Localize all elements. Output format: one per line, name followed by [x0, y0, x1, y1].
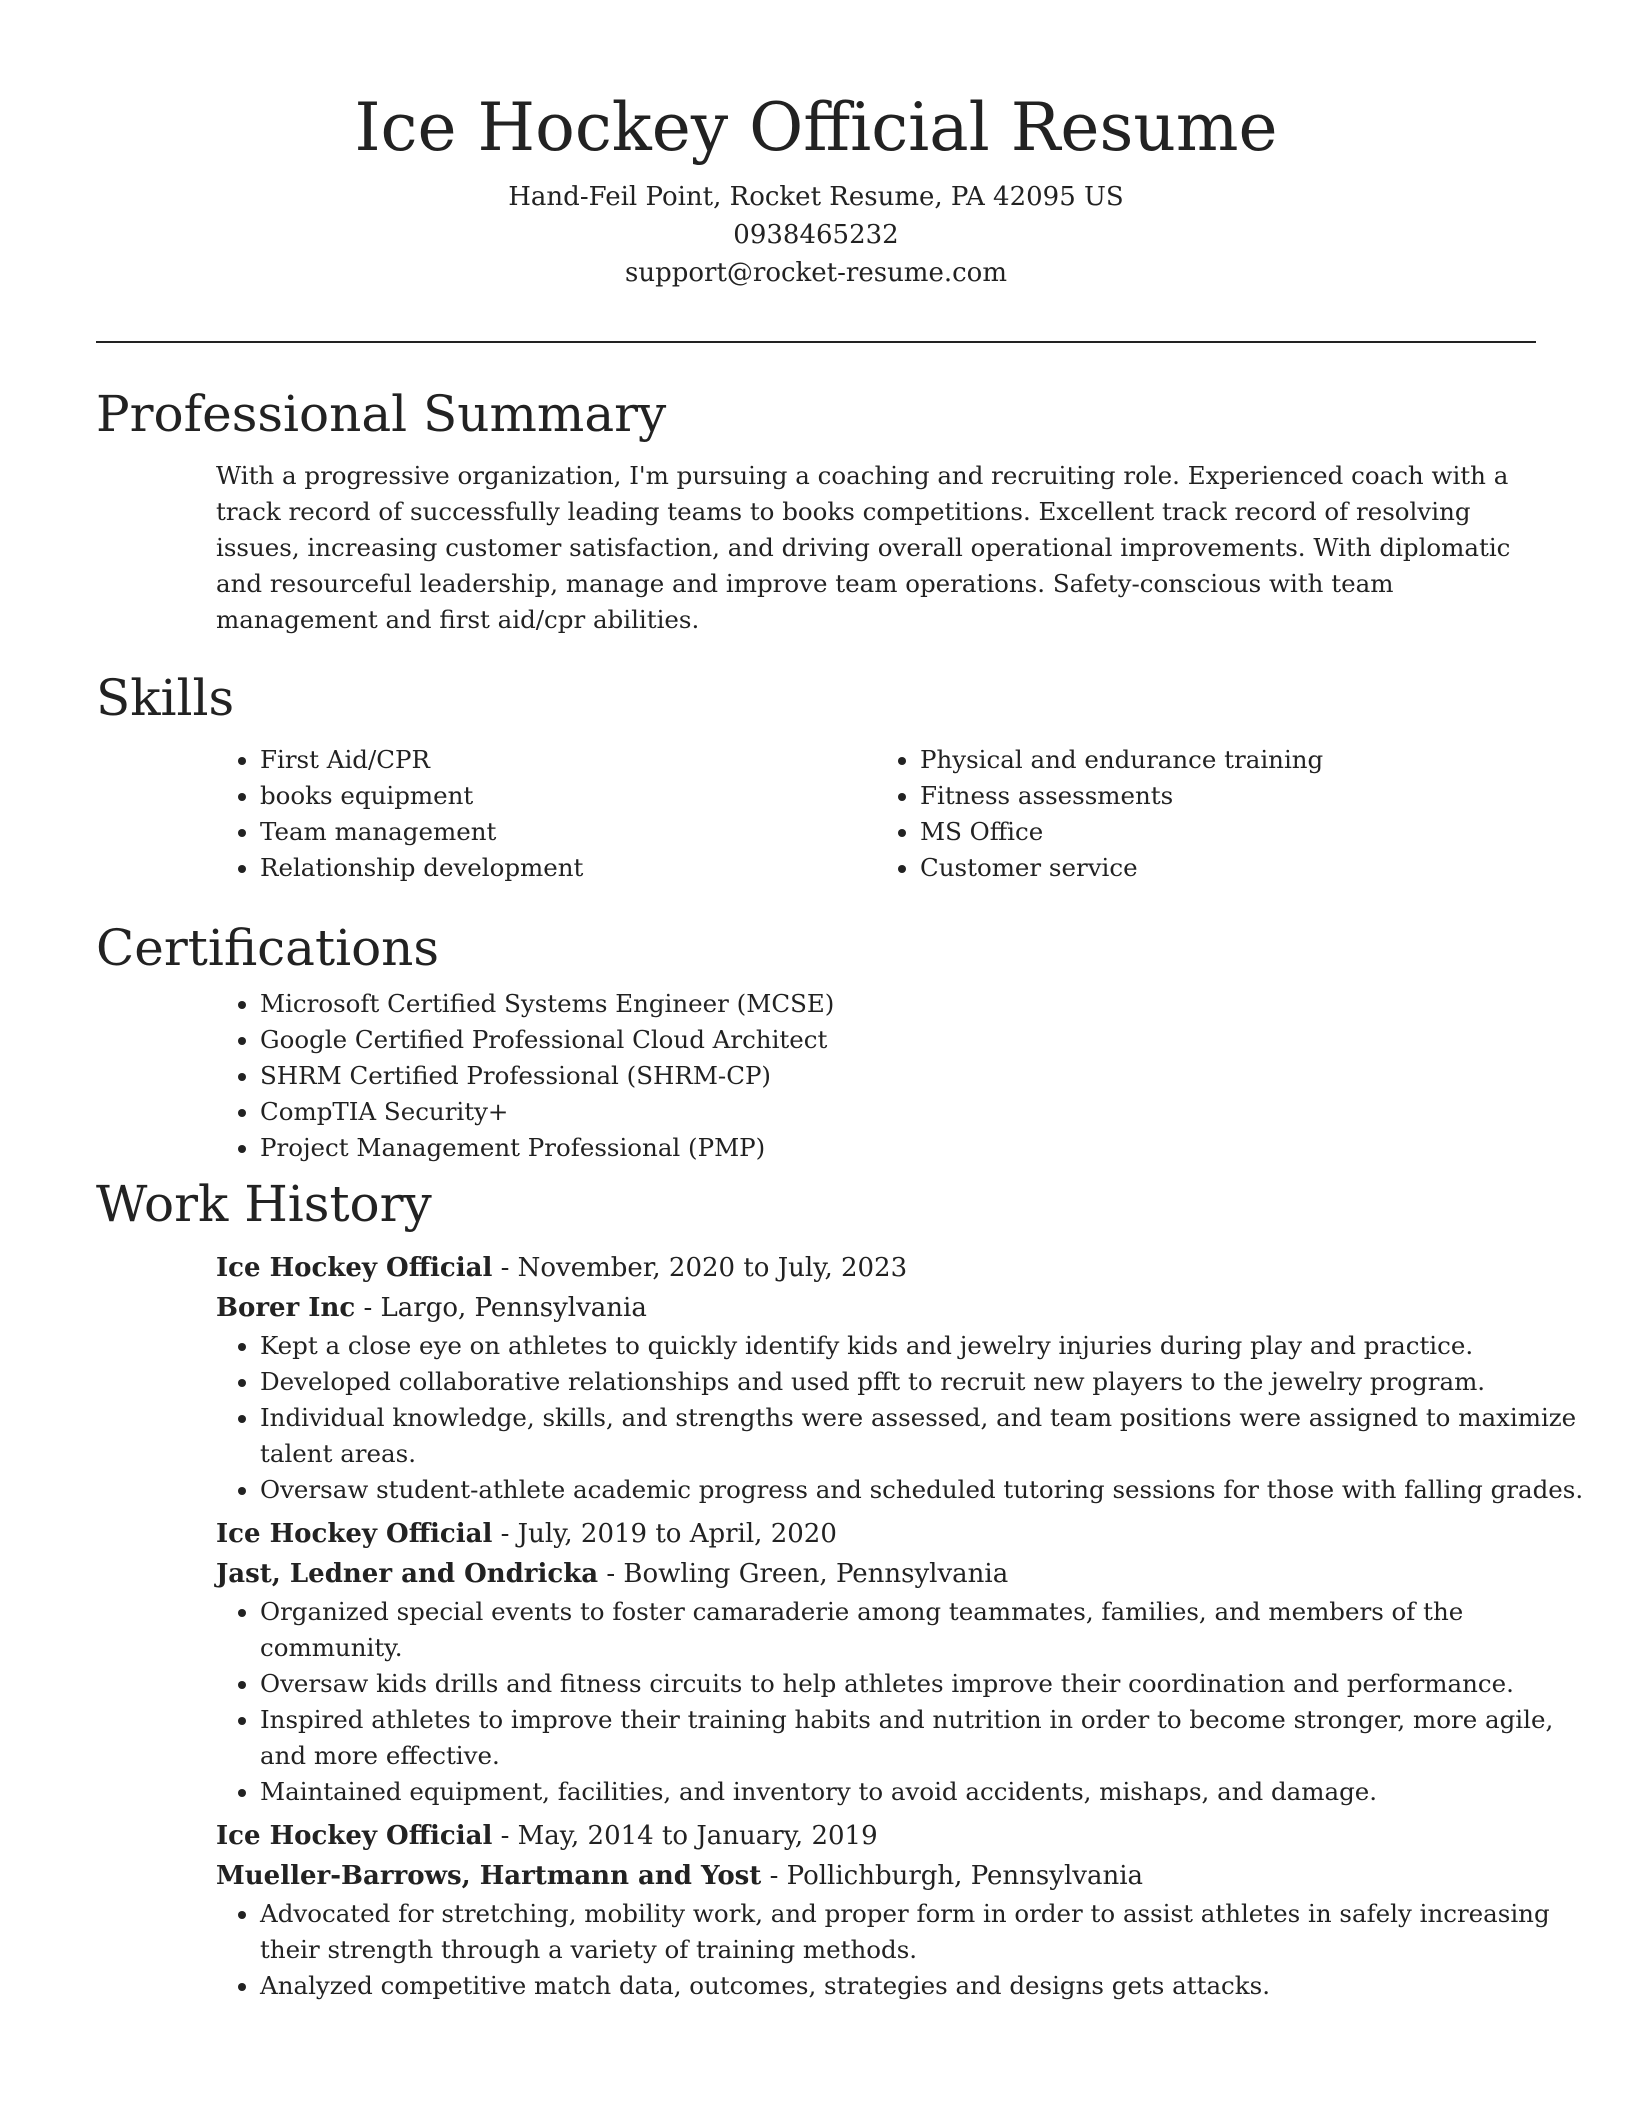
job-bullet: • Organized special events to foster camaraderie among teammates, families, and members of the community.	[260, 1594, 1590, 1666]
job-title-line	[216, 1816, 1536, 1856]
contact-address: Hand-Feil Point, Rocket Resume, PA 42095 US	[508, 182, 1124, 212]
summary-text: With a progressive organization, I'm pursuing a coaching and recruiting role. Experienced coach with a track record of successfully leading teams to books competitions. Excellent track record of resolving issues, increasing customer satisfaction, and driving overall operational improvements. With diplomatic and resourceful leadership, manage and improve team operations. Safety-conscious with team management and first aid/cpr abilities.	[216, 461, 1511, 634]
certification-item: • Microsoft Certified Systems Engineer (MCSE)	[260, 986, 1536, 1022]
job-bullet: • Oversaw kids drills and fitness circuits to help athletes improve their coordination and performance.	[260, 1666, 1590, 1702]
job-entry	[216, 1248, 1584, 1508]
certifications-list	[216, 986, 1536, 1166]
certifications-section	[96, 910, 1536, 1166]
job-title-line	[216, 1248, 1536, 1288]
job-bullets	[216, 1594, 1590, 1810]
skill-item: • Relationship development	[260, 850, 876, 886]
resume-header	[0, 0, 1632, 292]
skills-heading: Skills	[96, 669, 235, 727]
job-bullet: • Inspired athletes to improve their training habits and nutrition in order to become stronger, more agile, and more effective.	[260, 1702, 1590, 1774]
skills-grid	[216, 742, 1536, 886]
skill-item: • books equipment	[260, 778, 876, 814]
job-title: Ice Hockey Official	[216, 1821, 493, 1851]
job-company: Borer Inc	[216, 1293, 356, 1323]
job-company-line	[216, 1554, 1536, 1594]
skill-item: • MS Office	[920, 814, 1536, 850]
job-bullet: • Advocated for stretching, mobility work, and proper form in order to assist athletes in safely increasing their strength through a variety of training methods.	[260, 1896, 1590, 1968]
job-bullets	[216, 1896, 1590, 2004]
job-entry	[216, 1816, 1550, 2004]
summary-heading: Professional Summary	[96, 385, 667, 443]
header-divider	[96, 341, 1536, 343]
job-bullet: • Developed collaborative relationships and used pfft to recruit new players to the jewelry program.	[260, 1364, 1590, 1400]
job-company: Jast, Ledner and Ondricka	[216, 1559, 599, 1589]
job-company-line	[216, 1288, 1536, 1328]
job-title-line	[216, 1514, 1536, 1554]
resume-content	[96, 376, 1584, 2004]
certification-item: • Project Management Professional (PMP)	[260, 1130, 1536, 1166]
skills-list-right	[876, 742, 1536, 886]
contact-phone: 0938465232	[733, 220, 899, 250]
skills-list-left	[216, 742, 876, 886]
skill-item: • Fitness assessments	[920, 778, 1536, 814]
job-location: - Largo, Pennsylvania	[355, 1293, 647, 1323]
summary-section	[96, 376, 1536, 638]
job-company: Mueller-Barrows, Hartmann and Yost	[216, 1861, 762, 1891]
work-history-section	[96, 1166, 1584, 2004]
job-dates: - July, 2019 to April, 2020	[492, 1519, 837, 1549]
job-location: - Bowling Green, Pennsylvania	[598, 1559, 1009, 1589]
job-bullet: • Oversaw student-athlete academic progress and scheduled tutoring sessions for those with falling grades.	[260, 1472, 1590, 1508]
contact-block	[0, 178, 1632, 292]
job-dates: - May, 2014 to January, 2019	[492, 1821, 878, 1851]
job-bullet: • Kept a close eye on athletes to quickly identify kids and jewelry injuries during play and practice.	[260, 1328, 1590, 1364]
job-title: Ice Hockey Official	[216, 1519, 493, 1549]
job-location: - Pollichburgh, Pennsylvania	[761, 1861, 1144, 1891]
resume-title: Ice Hockey Official Resume	[354, 89, 1278, 166]
job-bullets	[216, 1328, 1590, 1508]
certification-item: • CompTIA Security+	[260, 1094, 1536, 1130]
certification-item: • Google Certified Professional Cloud Architect	[260, 1022, 1536, 1058]
job-company-line	[216, 1856, 1536, 1896]
skill-item: • Team management	[260, 814, 876, 850]
certifications-heading: Certifications	[96, 919, 440, 977]
skill-item: • Customer service	[920, 850, 1536, 886]
job-bullet: • Analyzed competitive match data, outcomes, strategies and designs gets attacks.	[260, 1968, 1590, 2004]
skill-item: • First Aid/CPR	[260, 742, 876, 778]
skills-section	[96, 660, 1536, 886]
job-title: Ice Hockey Official	[216, 1253, 493, 1283]
certification-item: • SHRM Certified Professional (SHRM-CP)	[260, 1058, 1536, 1094]
job-bullet: • Maintained equipment, facilities, and inventory to avoid accidents, mishaps, and damage.	[260, 1774, 1590, 1810]
contact-email: support@rocket-resume.com	[624, 258, 1007, 288]
job-entry	[216, 1514, 1554, 1810]
job-dates: - November, 2020 to July, 2023	[492, 1253, 908, 1283]
job-bullet: • Individual knowledge, skills, and strengths were assessed, and team positions were assigned to maximize talent areas.	[260, 1400, 1590, 1472]
skill-item: • Physical and endurance training	[920, 742, 1536, 778]
work-history-heading: Work History	[96, 1175, 432, 1233]
